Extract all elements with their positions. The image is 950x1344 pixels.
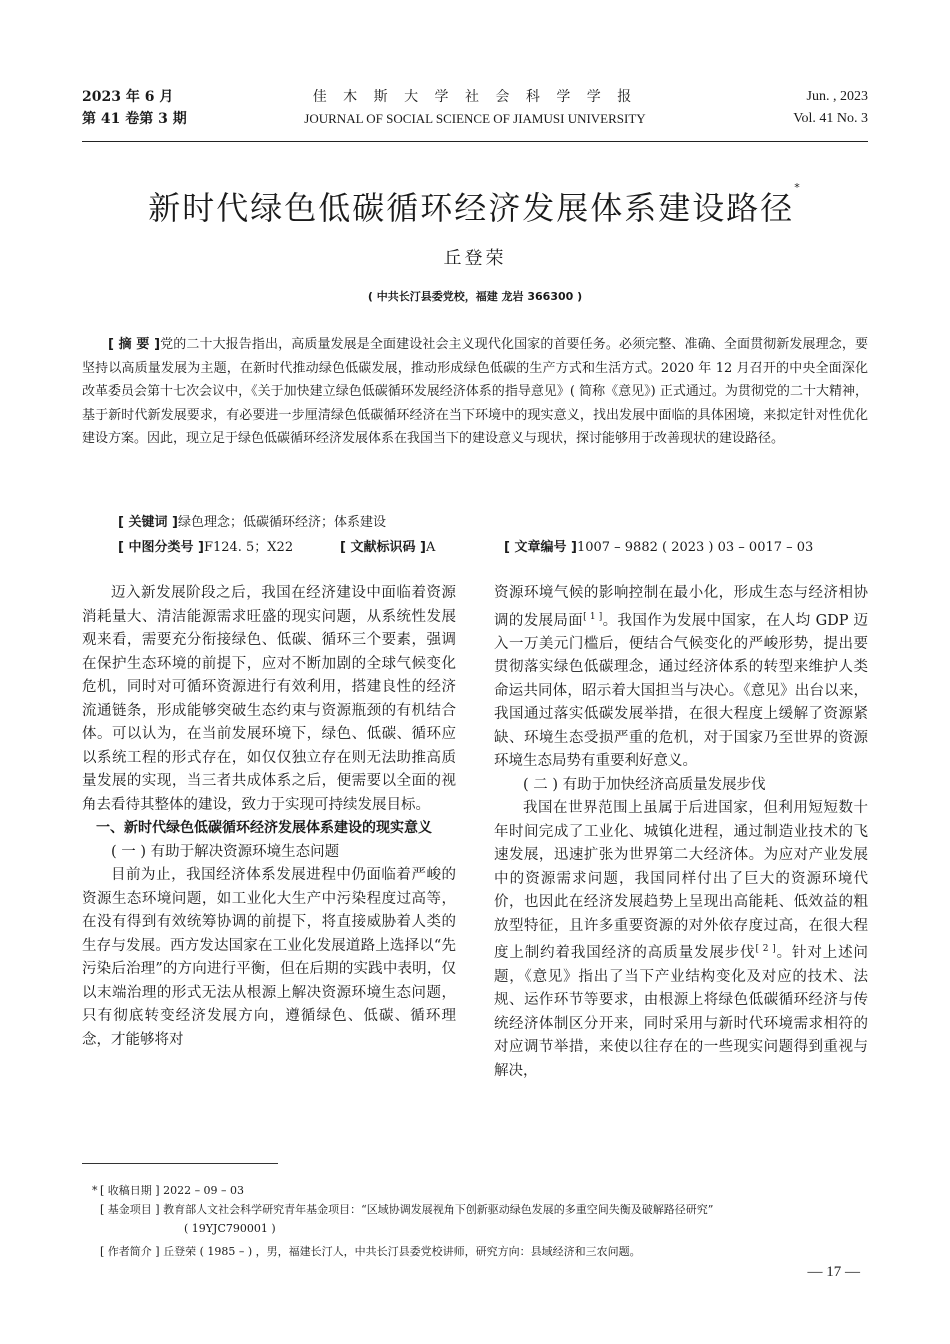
doc-code-label: [ 文献标识码 ] xyxy=(340,540,426,555)
citation-1: [ 1 ] xyxy=(583,611,603,622)
body-column-right xyxy=(494,582,868,1083)
footnote-divider xyxy=(82,1163,278,1164)
paragraph-4-text: 。针对上述问题，《意见》指出了当下产业结构变化及对应的技术、法规、运作环节等要求，由根源上将绿色低碳循环经济与传统经济体制区分开来，同时采用与新时代环境需求相符的对应调节举措，来使以往存在的一些现实问题得到重视与解决， xyxy=(494,945,869,1079)
paragraph-1-cont-text: 资源环境气候的影响控制在最小化，形成生态与经济相协调的发展局面 xyxy=(494,585,868,629)
keywords-label: [ 关键词 ] xyxy=(118,515,178,530)
paragraph-2-text: 。我国作为发展中国家，在人均 GDP 迈入一万美元门槛后，便结合气候变化的严峻形势，提出要贯彻落实绿色低碳理念，通过经济体系的转型来维护人类命运共同体，昭示着大国担当与决心。《意见》出台以来，我国通过落实低碳发展举措，在很大程度上缓解了资源紧缺、环境生态受损严重的危机，对于国家乃至世界的资源环境生态局势有重要利好意义。 xyxy=(494,612,868,770)
article-title xyxy=(0,183,950,229)
issue-date-en: Jun. , 2023 xyxy=(806,89,868,104)
journal-name-en: JOURNAL OF SOCIAL SCIENCE OF JIAMUSI UNIVERSITY xyxy=(304,111,646,126)
keywords-text: 绿色理念；低碳循环经济；体系建设 xyxy=(177,515,386,530)
footnote-fund xyxy=(100,1200,880,1238)
paragraph-1-continued xyxy=(494,582,868,774)
clc-label: [ 中图分类号 ] xyxy=(118,540,204,555)
citation-2: [ 2 ] xyxy=(755,944,776,955)
keywords-line xyxy=(118,512,386,534)
subsection-heading-1: ( 一 ) 有助于解决资源环境生态问题 xyxy=(111,843,340,860)
clc-line xyxy=(118,537,293,559)
paragraph-1: 目前为止，我国经济体系发展进程中仍面临着严峻的资源生态环境问题，如工业化大生产中污染程度过高等，在没有得到有效统筹协调的前提下，将直接威胁着人类的生存与发展。西方发达国家在工业化发展道路上选择以“先污染后治理”的方向进行平衡，但在后期的实践中表明，仅以末端治理的形式无法从根源上解决资源环境生态问题，只有彻底转变经济发展方向，遵循绿色、低碳、循环理念，才能够将对 xyxy=(82,867,456,1048)
issue-volume-cn: 第 41 卷第 3 期 xyxy=(82,111,187,127)
intro-paragraph: 迈入新发展阶段之后，我国在经济建设中面临着资源消耗量大、清洁能源需求旺盛的现实问题，从系统性发展观来看，需要充分衔接绿色、低碳、循环三个要素，强调在保护生态环境的前提下，应对不断加剧的全球气候变化危机，同时对可循环资源进行有效利用，搭建良性的经济流通链条，形成能够突破生态约束与资源瓶颈的有机结合体。可以认为，在当前发展环境下，绿色、低碳、循环应以系统工程的形式存在，如仅仅独立存在则无法助推高质量发展的实现，当三者共成体系之后，便需要以全面的视角去看待其整体的建设，致力于实现可持续发展目标。 xyxy=(82,585,456,813)
body-column-left xyxy=(82,582,456,1052)
author-bio: [ 作者简介 ] 丘登荣 ( 1985 – ) ，男，福建长汀人，中共长汀县委党校讲师，研究方向：县域经济和三农问题。 xyxy=(100,1245,641,1258)
article-number-label: [ 文章编号 ] xyxy=(504,540,577,555)
paragraph-3 xyxy=(494,797,868,1083)
title-footnote-mark: * xyxy=(794,181,802,194)
abstract-text: 党的二十大报告指出，高质量发展是全面建设社会主义现代化国家的首要任务。必须完整、准确、全面贯彻新发展理念，要坚持以高质量发展为主题，在新时代推动绿色低碳发展，推动形成绿色低碳的生产方式和生活方式。2020 年 12 月召开的中央全面深化改革委员会第十七次会议中，《关于加快建立绿色低碳循环发展经济体系的指导意见》( 简称《意见》) 正式通过。为贯彻党的二十大精神，基于新时代新发展要求，有必要进一步厘清绿色低碳循环经济在当下环境中的现实意义，找出发展中面临的具体困境，来拟定针对性优化建设方案。因此，现立足于绿色低碳循环经济发展体系在我国当下的建设意义与现状，探讨能够用于改善现状的建设路径。 xyxy=(82,337,868,446)
issue-date-cn: 2023 年 6 月 xyxy=(82,89,174,105)
article-number-line xyxy=(504,537,813,559)
doc-code-line xyxy=(340,537,435,559)
article-title-text: 新时代绿色低碳循环经济发展体系建设路径 xyxy=(148,189,795,227)
page-number: — 17 — xyxy=(807,1264,860,1280)
article-number-value: 1007 – 9882 ( 2023 ) 03 – 0017 – 03 xyxy=(576,540,814,555)
clc-value: F124. 5；X22 xyxy=(203,540,294,555)
fund-info: [ 基金项目 ] 教育部人文社会科学研究青年基金项目：“区域协调发展视角下创新驱动绿色发展的多重空间失衡及破解路径研究” xyxy=(100,1203,714,1216)
paragraph-3-text: 我国在世界范围上虽属于后进国家，但利用短短数十年时间完成了工业化、城镇化进程，通过制造业技术的飞速发展，迅速扩张为世界第二大经济体。为应对产业发展中的资源需求问题，我国同样付出了巨大的资源环境代价，也因此在经济发展趋势上呈现出高能耗、低效益的粗放型特征，且许多重要资源的对外依存度过高，在很大程度上制约着我国经济的高质量发展步伐 xyxy=(494,800,868,962)
author-affiliation: ( 中共长汀县委党校，福建 龙岩 366300 ) xyxy=(367,290,583,303)
doc-code-value: A xyxy=(425,540,436,555)
abstract-label: [ 摘 要 ] xyxy=(108,337,161,352)
footnote-received xyxy=(92,1181,880,1200)
header-divider xyxy=(82,141,868,142)
abstract xyxy=(82,333,868,451)
section-heading-1: 一、新时代绿色低碳循环经济发展体系建设的现实意义 xyxy=(96,820,432,836)
issue-volume-en: Vol. 41 No. 3 xyxy=(793,111,868,126)
fund-number: ( 19YJC790001 ) xyxy=(184,1222,276,1235)
received-date: [ 收稿日期 ] 2022 – 09 – 03 xyxy=(100,1184,245,1197)
header-right xyxy=(793,86,868,130)
footnote-bio xyxy=(100,1242,880,1261)
subsection-heading-2: ( 二 ) 有助于加快经济高质量发展步伐 xyxy=(523,776,766,793)
author-name: 丘登荣 xyxy=(443,248,507,269)
journal-name-cn: 佳 木 斯 大 学 社 会 科 学 学 报 xyxy=(312,89,638,105)
footnote-star: * xyxy=(92,1184,98,1197)
